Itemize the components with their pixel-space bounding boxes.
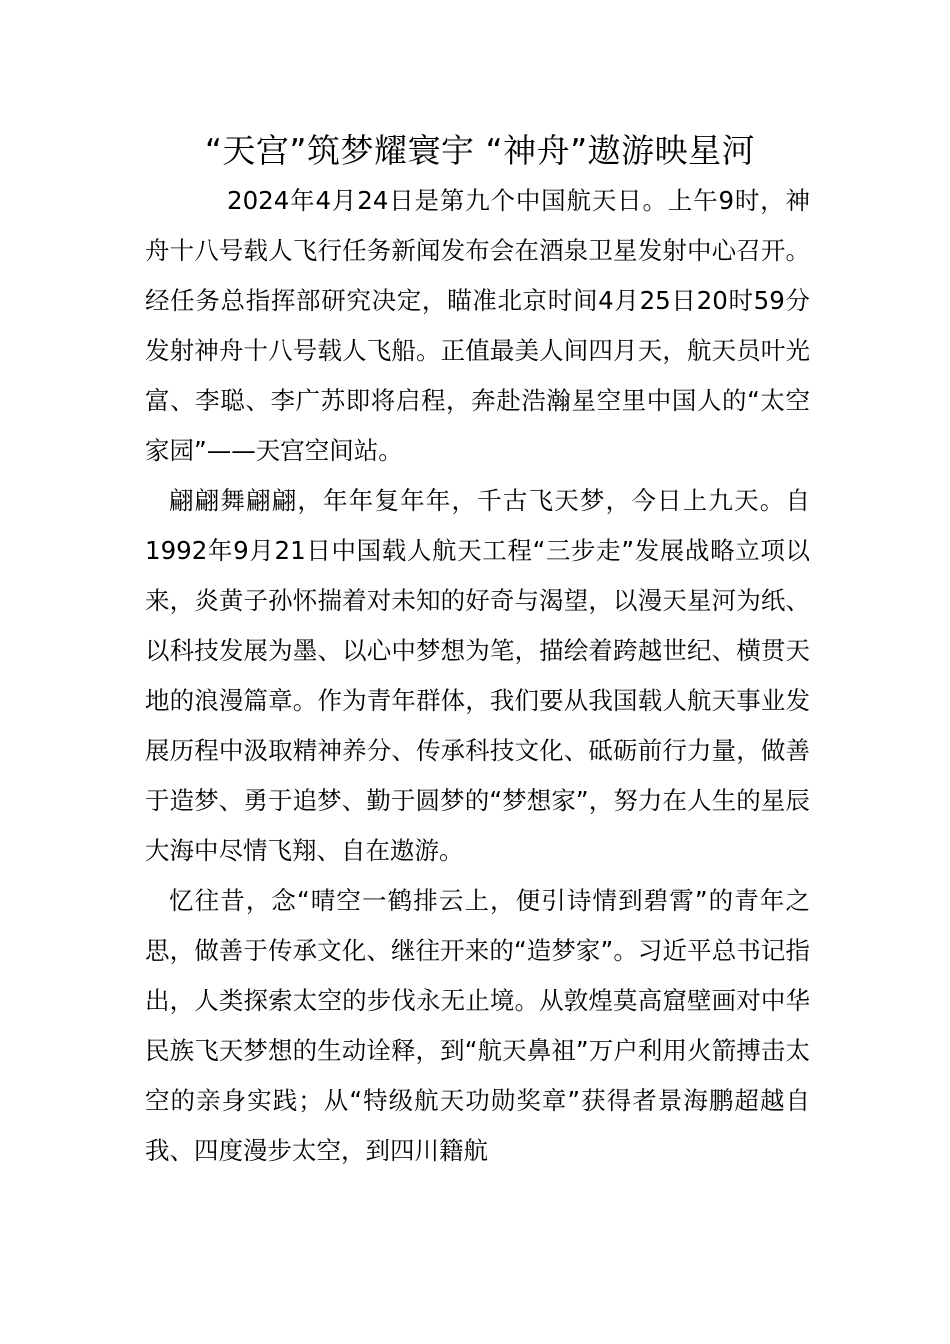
paragraph-3: 忆往昔，念“晴空一鹤排云上，便引诗情到碧霄”的青年之思，做善于传承文化、继往开来的“造梦家”。习近平总书记指出，人类探索太空的步伐永无止境。从敦煌莫高窟壁画对中华民族飞天梦想的生动诠释，到“航天鼻祖”万户利用火箭搏击太空的亲身实践；从“特级航天功勋奖章”获得者景海鹏超越自我、四度漫步太空，到四川籍航 [145, 886, 810, 1165]
paragraph-2: 翩翩舞翩翩，年年复年年，千古飞天梦，今日上九天。自1992年9月21日中国载人航天工程“三步走”发展战略立项以来，炎黄子孙怀揣着对未知的好奇与渴望，以漫天星河为纸、以科技发展为墨、以心中梦想为笔，描绘着跨越世纪、横贯天地的浪漫篇章。作为青年群体，我们要从我国载人航天事业发展历程中汲取精神养分、传承科技文化、砥砺前行力量，做善于造梦、勇于追梦、勤于圆梦的“梦想家”，努力在人生的星辰大海中尽情飞翔、自在遨游。 [145, 486, 810, 865]
document-title: “天宫”筑梦耀寰宇 “神舟”遨游映星河 [204, 131, 756, 170]
paragraph-1: 2024年4月24日是第九个中国航天日。上午9时，神舟十八号载人飞行任务新闻发布会在酒泉卫星发射中心召开。经任务总指挥部研究决定，瞄准北京时间4月25日20时59分发射神舟十八号载人飞船。正值最美人间四月天，航天员叶光富、李聪、李广苏即将启程，奔赴浩瀚星空里中国人的“太空家园”——天宫空间站。 [145, 186, 810, 465]
document-body [145, 176, 810, 1176]
